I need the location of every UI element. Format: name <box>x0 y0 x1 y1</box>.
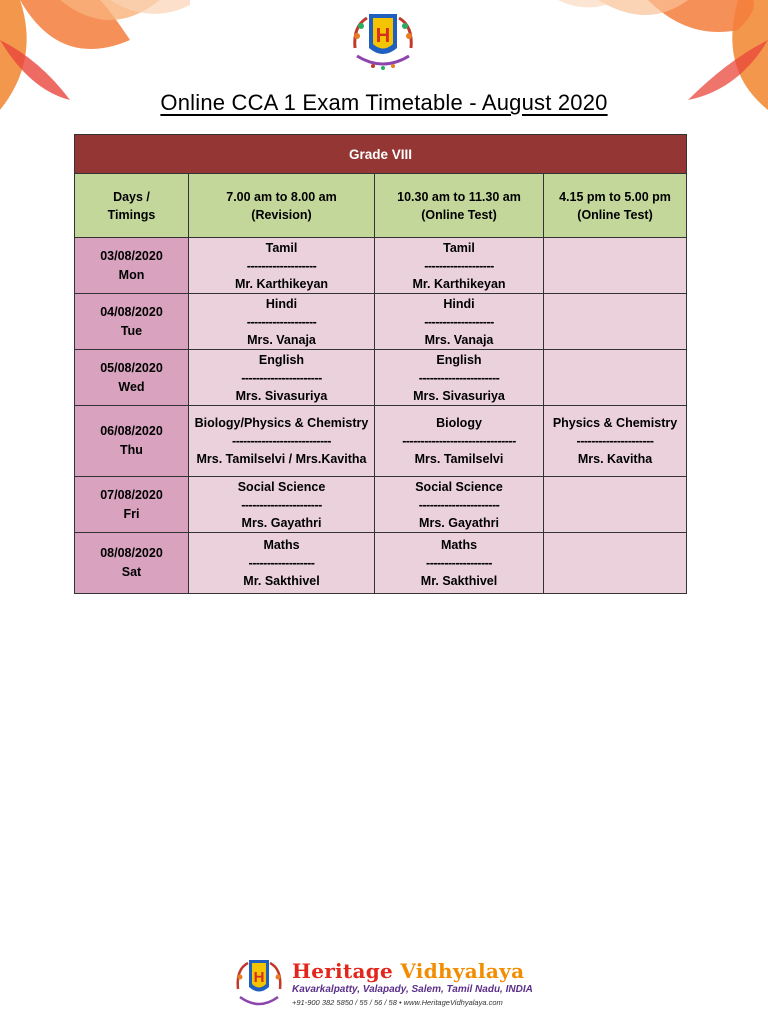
slot-cell <box>544 294 687 350</box>
slot-cell: Biology/Physics & Chemistry --------------------------- Mrs. Tamilselvi / Mrs.Kavitha <box>189 406 375 477</box>
svg-text:H: H <box>375 25 391 47</box>
slot-cell: Physics & Chemistry --------------------- Mrs. Kavitha <box>544 406 687 477</box>
day-cell: 05/08/2020 Wed <box>75 350 189 406</box>
svg-text:H: H <box>253 969 265 986</box>
slot-cell <box>544 350 687 406</box>
school-crest-icon <box>230 955 288 1013</box>
table-row <box>75 406 687 477</box>
slot-cell: English ---------------------- Mrs. Sivasuriya <box>375 350 544 406</box>
timetable <box>74 134 687 594</box>
slot-cell: Social Science ---------------------- Mrs. Gayathri <box>375 477 544 533</box>
school-address: Kavarkalpatty, Valapady, Salem, Tamil Nadu, INDIA <box>292 984 533 995</box>
day-cell: 04/08/2020 Tue <box>75 294 189 350</box>
page-title: Online CCA 1 Exam Timetable - August 2020 <box>160 90 608 115</box>
table-row <box>75 533 687 594</box>
slot-cell: Biology ------------------------------- Mrs. Tamilselvi <box>375 406 544 477</box>
footer-brand <box>230 955 540 1013</box>
slot-cell <box>544 533 687 594</box>
slot-cell: Maths ------------------ Mr. Sakthivel <box>375 533 544 594</box>
day-cell: 07/08/2020 Fri <box>75 477 189 533</box>
column-header-slot2: 10.30 am to 11.30 am (Online Test) <box>375 174 544 238</box>
table-row <box>75 238 687 294</box>
day-cell: 06/08/2020 Thu <box>75 406 189 477</box>
slot-cell: Tamil ------------------- Mr. Karthikeyan <box>189 238 375 294</box>
slot-cell: Social Science ---------------------- Mrs. Gayathri <box>189 477 375 533</box>
slot-cell: Hindi ------------------- Mrs. Vanaja <box>375 294 544 350</box>
column-header-slot3: 4.15 pm to 5.00 pm (Online Test) <box>544 174 687 238</box>
table-row <box>75 477 687 533</box>
slot-cell: Maths ------------------ Mr. Sakthivel <box>189 533 375 594</box>
column-header-days: Days / Timings <box>75 174 189 238</box>
day-cell: 08/08/2020 Sat <box>75 533 189 594</box>
column-header-slot1: 7.00 am to 8.00 am (Revision) <box>189 174 375 238</box>
slot-cell: English ---------------------- Mrs. Sivasuriya <box>189 350 375 406</box>
table-row <box>75 294 687 350</box>
grade-header: Grade VIII <box>75 135 687 174</box>
day-cell: 03/08/2020 Mon <box>75 238 189 294</box>
school-contact: +91-900 382 5850 / 55 / 56 / 58 • www.HeritageVidhyalaya.com <box>292 998 503 1007</box>
slot-cell <box>544 477 687 533</box>
school-name: Heritage Vidhyalaya <box>292 959 525 983</box>
slot-cell: Tamil ------------------- Mr. Karthikeyan <box>375 238 544 294</box>
table-row <box>75 350 687 406</box>
slot-cell: Hindi ------------------- Mrs. Vanaja <box>189 294 375 350</box>
slot-cell <box>544 238 687 294</box>
column-header-row <box>75 174 687 238</box>
school-crest-icon <box>343 8 423 76</box>
